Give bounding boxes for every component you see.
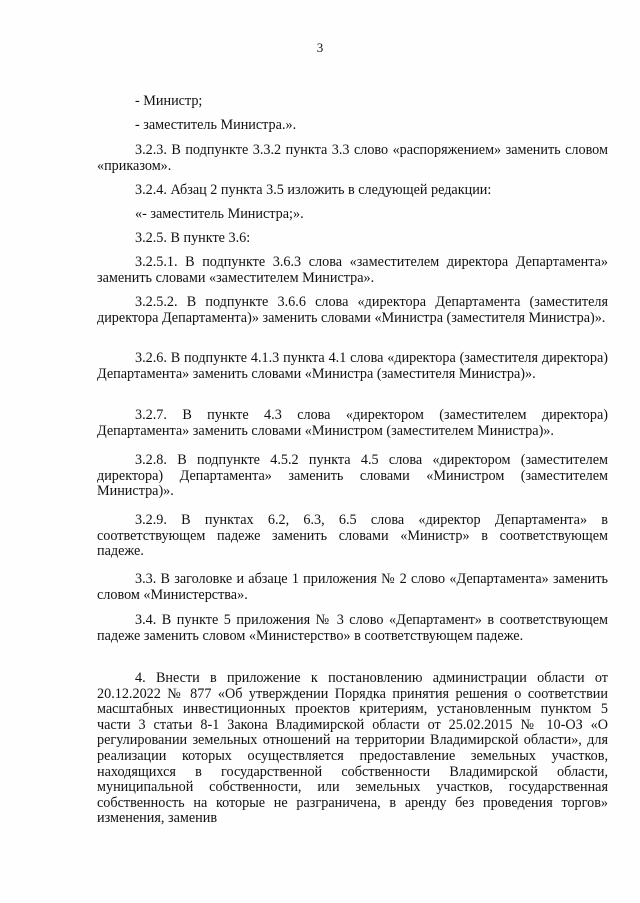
- paragraph-3-2-5-2: 3.2.5.2. В подпункте 3.6.6 слова «директора Департамента (заместителя директора Департамента)» заменить словами «Министра (заместителя Министра)».: [97, 294, 608, 326]
- paragraph-3-4: 3.4. В пункте 5 приложения № 3 слово «Департамент» в соответствующем падеже заменить словом «Министерство» в соответствующем падеже.: [97, 612, 608, 644]
- paragraph-4: 4. Внести в приложение к постановлению администрации области от 20.12.2022 № 877 «Об утверждении Порядка принятия решения о соответствии масштабных инвестиционных проектов критериям, установленным пунктом 5 части 3 статьи 8-1 Закона Владимирской области от 25.02.2015 № 10-ОЗ «О регулировании земельных отношений на территории Владимирской области», для реализации которых осуществляется предоставление земельных участков, находящихся в государственной собственности Владимирской области, муниципальной собственности, или земельных участков, государственная собственность на которые не разграничена, в аренду без проведения торгов» изменения, заменив: [97, 670, 608, 827]
- paragraph-3-2-7: 3.2.7. В пункте 4.3 слова «директором (заместителем директора) Департамента» заменить словами «Министром (заместителем Министра)».: [97, 407, 608, 439]
- paragraph-3-2-5: 3.2.5. В пункте 3.6:: [135, 230, 251, 246]
- paragraph-3-3: 3.3. В заголовке и абзаце 1 приложения № 2 слово «Департамента» заменить словом «Министерства».: [97, 571, 608, 603]
- paragraph-3-2-6: 3.2.6. В подпункте 4.1.3 пункта 4.1 слова «директора (заместителя директора) Департамента» заменить словами «Министра (заместителя Министра)».: [97, 350, 608, 382]
- paragraph-3-2-5-1: 3.2.5.1. В подпункте 3.6.3 слова «заместителем директора Департамента» заменить словами «заместителем Министра».: [97, 254, 608, 286]
- paragraph-3-2-3: 3.2.3. В подпункте 3.3.2 пункта 3.3 слово «распоряжением» заменить словом «приказом».: [97, 142, 608, 174]
- paragraph-3-2-9: 3.2.9. В пунктах 6.2, 6.3, 6.5 слова «директор Департамента» в соответствующем падеже заменить словами «Министр» в соответствующем падеже.: [97, 512, 608, 560]
- list-item-deputy-minister: - заместитель Министра.».: [135, 117, 297, 133]
- paragraph-3-2-4: 3.2.4. Абзац 2 пункта 3.5 изложить в следующей редакции:: [135, 182, 492, 198]
- quoted-line-deputy: «- заместитель Министра;».: [135, 206, 304, 222]
- page-number: 3: [316, 40, 324, 55]
- list-item-minister: - Министр;: [135, 93, 203, 109]
- paragraph-3-2-8: 3.2.8. В подпункте 4.5.2 пункта 4.5 слова «директором (заместителем директора) Департамента» заменить словами «Министром (заместителем Министра)».: [97, 452, 608, 500]
